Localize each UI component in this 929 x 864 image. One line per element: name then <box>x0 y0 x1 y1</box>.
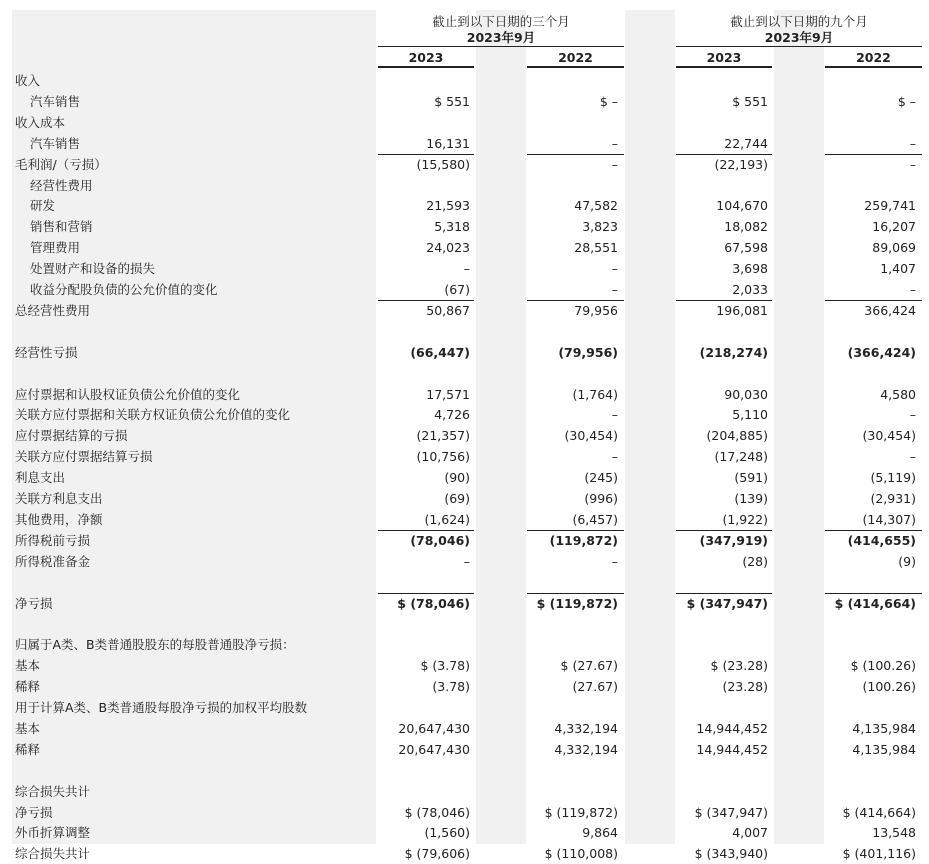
row-value: 4,135,984 <box>852 720 916 736</box>
nine-months-header <box>676 14 922 46</box>
row-value: – <box>463 553 470 569</box>
row-label: 稀释 <box>15 679 41 695</box>
table-row <box>0 279 929 300</box>
row-value: – <box>909 135 916 151</box>
row-value: (100.26) <box>862 679 916 695</box>
row-value: 16,207 <box>872 219 916 235</box>
table-row <box>0 739 929 760</box>
row-value: 67,598 <box>724 240 768 256</box>
table-row <box>0 425 929 446</box>
row-value: $ (119,872) <box>536 595 618 611</box>
subtotal-rule <box>676 530 772 531</box>
row-label: 收益分配股负债的公允价值的变化 <box>30 282 218 297</box>
row-label: 关联方应付票据结算亏损 <box>15 449 153 465</box>
subtotal-rule <box>825 300 922 301</box>
row-value: 9,864 <box>582 825 618 841</box>
table-row <box>0 195 929 216</box>
row-value: (204,885) <box>706 428 768 444</box>
row-value: $ – <box>897 93 916 109</box>
row-value: 3,823 <box>582 219 618 235</box>
row-value: – <box>611 156 618 172</box>
table-row <box>0 488 929 509</box>
row-label: 汽车销售 <box>30 93 81 109</box>
row-value: 366,424 <box>864 302 916 318</box>
row-value: – <box>909 407 916 423</box>
row-value: (347,919) <box>699 532 768 548</box>
subtotal-rule <box>825 154 922 155</box>
row-value: 104,670 <box>716 198 768 214</box>
row-value: (218,274) <box>699 344 768 360</box>
row-value: 17,571 <box>426 386 470 402</box>
table-row <box>0 446 929 467</box>
row-value: $ (401,116) <box>842 846 916 862</box>
row-value: (2,931) <box>870 491 916 506</box>
row-value: $ (414,664) <box>842 804 916 820</box>
row-value: 4,007 <box>732 825 768 841</box>
row-value: – <box>611 261 618 277</box>
row-label: 所得税准备金 <box>15 553 91 569</box>
row-value: (28) <box>742 553 768 569</box>
row-value: (6,457) <box>572 511 618 527</box>
table-row <box>0 802 929 823</box>
row-value: 4,332,194 <box>554 741 618 757</box>
row-value: (5,119) <box>870 470 916 486</box>
row-value: (1,764) <box>572 386 618 402</box>
row-value: – <box>611 449 618 465</box>
row-label: 基本 <box>15 720 41 736</box>
subtotal-rule <box>378 300 474 301</box>
table-row <box>0 384 929 405</box>
row-value: 21,593 <box>426 198 470 214</box>
row-value: 79,956 <box>574 302 618 318</box>
row-value: 50,867 <box>426 302 470 318</box>
row-value: – <box>611 282 618 297</box>
row-value: 5,110 <box>732 407 768 423</box>
row-label: 所得税前亏损 <box>15 532 91 548</box>
year-col-4: 2022 <box>825 46 922 68</box>
table-row <box>0 237 929 258</box>
row-value: (79,956) <box>558 344 618 360</box>
row-value: (119,872) <box>549 532 618 548</box>
row-label: 关联方利息支出 <box>15 491 103 506</box>
row-value: (1,624) <box>424 511 470 527</box>
table-row <box>0 342 929 363</box>
row-value: – <box>463 261 470 277</box>
table-row <box>0 781 929 802</box>
row-label: 关联方应付票据和关联方权证负债公允价值的变化 <box>15 407 291 423</box>
row-label: 收入 <box>15 73 41 88</box>
row-label: 处置财产和设备的损失 <box>30 261 156 277</box>
row-label: 其他费用，净额 <box>15 511 103 527</box>
year-header-row <box>0 46 929 70</box>
row-value: 196,081 <box>716 302 768 318</box>
row-label: 研发 <box>30 198 56 214</box>
year-col-3: 2023 <box>676 46 772 68</box>
subtotal-rule <box>676 300 772 301</box>
nine-months-title: 截止到以下日期的九个月 <box>730 14 868 29</box>
table-row <box>0 300 929 321</box>
subtotal-rule <box>527 154 624 155</box>
row-value: $ 551 <box>434 93 470 109</box>
row-value: (3.78) <box>432 679 470 695</box>
row-value: $ (78,046) <box>397 595 470 611</box>
table-row <box>0 697 929 718</box>
row-value: 28,551 <box>574 240 618 256</box>
table-row <box>0 154 929 175</box>
row-value: 22,744 <box>724 135 768 151</box>
row-value: $ (78,046) <box>404 804 470 820</box>
subtotal-rule <box>378 530 474 531</box>
row-value: $ 551 <box>732 93 768 109</box>
row-value: 16,131 <box>426 135 470 151</box>
row-value: 1,407 <box>880 261 916 277</box>
row-value: $ (3.78) <box>420 658 470 674</box>
row-value: 90,030 <box>724 386 768 402</box>
row-value: (66,447) <box>410 344 470 360</box>
row-value: (591) <box>734 470 768 486</box>
subtotal-rule <box>527 300 624 301</box>
row-value: (90) <box>444 470 470 486</box>
row-value: (15,580) <box>416 156 470 172</box>
row-value: 3,698 <box>732 261 768 277</box>
table-row <box>0 593 929 614</box>
row-value: 24,023 <box>426 240 470 256</box>
row-label: 基本 <box>15 658 41 674</box>
row-value: (23.28) <box>722 679 768 695</box>
row-value: 2,033 <box>732 282 768 297</box>
subtotal-rule <box>676 154 772 155</box>
row-value: – <box>611 135 618 151</box>
row-label: 经营性亏损 <box>15 344 78 360</box>
row-label: 综合损失共计 <box>15 846 91 862</box>
row-value: – <box>611 407 618 423</box>
three-months-title: 截止到以下日期的三个月 <box>432 14 570 29</box>
subtotal-rule <box>825 530 922 531</box>
row-value: (30,454) <box>564 428 618 444</box>
year-col-2: 2022 <box>527 46 624 68</box>
row-label: 销售和营销 <box>30 219 93 235</box>
row-value: (1,560) <box>424 825 470 841</box>
row-value: 14,944,452 <box>696 741 768 757</box>
row-value: 20,647,430 <box>398 720 470 736</box>
row-value: (69) <box>444 491 470 506</box>
table-row <box>0 258 929 279</box>
subtotal-rule <box>378 593 474 594</box>
row-label: 汽车销售 <box>30 135 81 151</box>
table-row <box>0 676 929 697</box>
row-value: 13,548 <box>872 825 916 841</box>
table-row <box>0 634 929 655</box>
row-value: (10,756) <box>416 449 470 465</box>
row-value: $ (79,606) <box>404 846 470 862</box>
row-label: 归属于A类、B类普通股股东的每股普通股净亏损： <box>15 637 295 653</box>
row-value: $ (23.28) <box>710 658 768 674</box>
row-value: (21,357) <box>416 428 470 444</box>
table-row <box>0 70 929 91</box>
row-value: $ (110,008) <box>544 846 618 862</box>
row-value: (78,046) <box>410 532 470 548</box>
row-label: 毛利润/（亏损） <box>15 156 107 172</box>
row-value: $ (119,872) <box>544 804 618 820</box>
three-months-header <box>378 14 624 46</box>
row-label: 外币折算调整 <box>15 825 91 841</box>
row-value: 4,135,984 <box>852 741 916 757</box>
table-row <box>0 718 929 739</box>
row-value: – <box>909 282 916 297</box>
row-label: 管理费用 <box>30 240 81 256</box>
subtotal-rule <box>527 593 624 594</box>
table-row <box>0 112 929 133</box>
row-value: $ (27.67) <box>560 658 618 674</box>
row-label: 稀释 <box>15 741 41 757</box>
row-value: – <box>909 449 916 465</box>
subtotal-rule <box>676 593 772 594</box>
row-value: – <box>909 156 916 172</box>
row-label: 应付票据和认股权证负债公允价值的变化 <box>15 386 241 402</box>
table-row <box>0 655 929 676</box>
table-row <box>0 133 929 154</box>
row-value: $ – <box>599 93 618 109</box>
row-value: (139) <box>734 491 768 506</box>
row-value: 14,944,452 <box>696 720 768 736</box>
row-label: 用于计算A类、B类普通股每股净亏损的加权平均股数 <box>15 700 308 715</box>
row-label: 经营性费用 <box>30 177 93 193</box>
row-label: 综合损失共计 <box>15 783 91 799</box>
row-value: 259,741 <box>864 198 916 214</box>
table-row <box>0 760 929 781</box>
row-value: 89,069 <box>872 240 916 256</box>
row-value: (17,248) <box>714 449 768 465</box>
table-row <box>0 551 929 572</box>
table-row <box>0 530 929 551</box>
row-label: 利息支出 <box>15 470 66 486</box>
subtotal-rule <box>527 530 624 531</box>
row-value: 20,647,430 <box>398 741 470 757</box>
subtotal-rule <box>825 593 922 594</box>
row-value: (27.67) <box>572 679 618 695</box>
subtotal-rule <box>378 154 474 155</box>
row-value: (366,424) <box>847 344 916 360</box>
row-value: (1,922) <box>722 511 768 527</box>
row-value: $ (347,947) <box>686 595 768 611</box>
table-row <box>0 175 929 196</box>
row-value: $ (343,940) <box>694 846 768 862</box>
row-value: $ (100.26) <box>850 658 916 674</box>
table-row <box>0 572 929 593</box>
three-months-date: 2023年9月 <box>466 30 536 45</box>
row-value: (30,454) <box>862 428 916 444</box>
year-col-1: 2023 <box>378 46 474 68</box>
table-row <box>0 822 929 843</box>
table-row <box>0 91 929 112</box>
table-row <box>0 363 929 384</box>
row-label: 总经营性费用 <box>15 302 91 318</box>
row-value: (9) <box>898 553 916 569</box>
table-row <box>0 509 929 530</box>
table-row <box>0 216 929 237</box>
row-value: 47,582 <box>574 198 618 214</box>
row-value: 5,318 <box>434 219 470 235</box>
table-row <box>0 467 929 488</box>
row-value: (67) <box>444 282 470 297</box>
row-value: (414,655) <box>847 532 916 548</box>
row-label: 收入成本 <box>15 114 66 130</box>
table-row <box>0 321 929 342</box>
row-value: (996) <box>584 491 618 506</box>
row-label: 应付票据结算的亏损 <box>15 428 128 444</box>
table-row <box>0 613 929 634</box>
table-row <box>0 404 929 425</box>
row-value: $ (347,947) <box>694 804 768 820</box>
row-value: 4,726 <box>434 407 470 423</box>
row-value: 18,082 <box>724 219 768 235</box>
row-value: (245) <box>584 470 618 486</box>
row-value: 4,332,194 <box>554 720 618 736</box>
row-label: 净亏损 <box>15 804 53 820</box>
row-value: (14,307) <box>862 511 916 527</box>
row-value: (22,193) <box>714 156 768 172</box>
row-value: – <box>611 553 618 569</box>
nine-months-date: 2023年9月 <box>764 30 834 45</box>
row-label: 净亏损 <box>15 595 53 611</box>
row-value: $ (414,664) <box>834 595 916 611</box>
row-value: 4,580 <box>880 386 916 402</box>
